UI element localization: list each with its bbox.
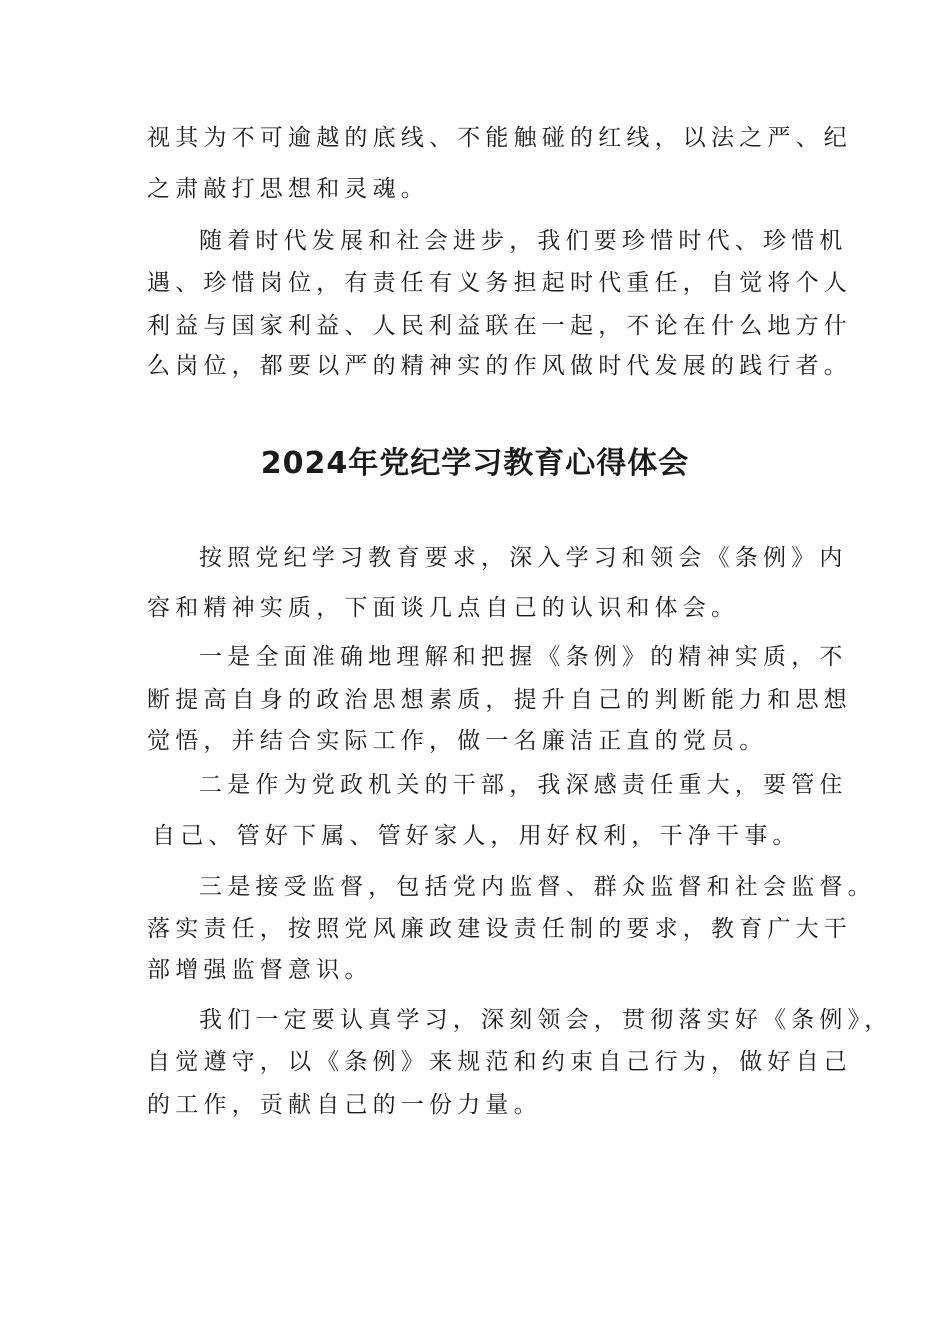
top-paragraph-1-line-2: 之肃敲打思想和灵魂。 — [147, 176, 429, 202]
top-paragraph-1-line-1: 视其为不可逾越的底线、不能触碰的红线，以法之严、纪 — [147, 125, 852, 151]
point-2-line-2: 自己、管好下属、管好家人，用好权利，干净干事。 — [152, 823, 801, 849]
closing-line-2: 自觉遵守，以《条例》来规范和约束自己行为，做好自己 — [147, 1049, 852, 1075]
closing-line-1: 我们一定要认真学习，深刻领会，贯彻落实好《条例》， — [199, 1007, 893, 1033]
top-paragraph-2-line-2: 遇、珍惜岗位，有责任有义务担起时代重任，自觉将个人 — [147, 270, 852, 296]
top-paragraph-2-line-3: 利益与国家利益、人民利益联在一起，不论在什么地方什 — [147, 313, 852, 339]
intro-line-2: 容和精神实质，下面谈几点自己的认识和体会。 — [147, 595, 740, 621]
point-1-line-1: 一是全面准确地理解和把握《条例》的精神实质，不 — [199, 644, 848, 670]
top-paragraph-2-line-1: 随着时代发展和社会进步，我们要珍惜时代、珍惜机 — [199, 228, 848, 254]
intro-line-1: 按照党纪学习教育要求，深入学习和领会《条例》内 — [199, 545, 848, 571]
point-3-line-3: 部增强监督意识。 — [147, 957, 373, 983]
point-3-line-1: 三是接受监督，包括党内监督、群众监督和社会监督。 — [199, 874, 876, 900]
point-3-line-2: 落实责任，按照党风廉政建设责任制的要求，教育广大干 — [147, 916, 852, 942]
point-1-line-2: 断提高自身的政治思想素质，提升自己的判断能力和思想 — [147, 687, 852, 713]
point-1-line-3: 觉悟，并结合实际工作，做一名廉洁正直的党员。 — [147, 728, 768, 754]
closing-line-3: 的工作，贡献自己的一份力量。 — [147, 1092, 542, 1118]
point-2-line-1: 二是作为党政机关的干部，我深感责任重大，要管住 — [199, 772, 848, 798]
top-paragraph-2-line-4: 么岗位，都要以严的精神实的作风做时代发展的践行者。 — [147, 353, 852, 379]
article-title: 2024年党纪学习教育心得体会 — [260, 446, 690, 481]
